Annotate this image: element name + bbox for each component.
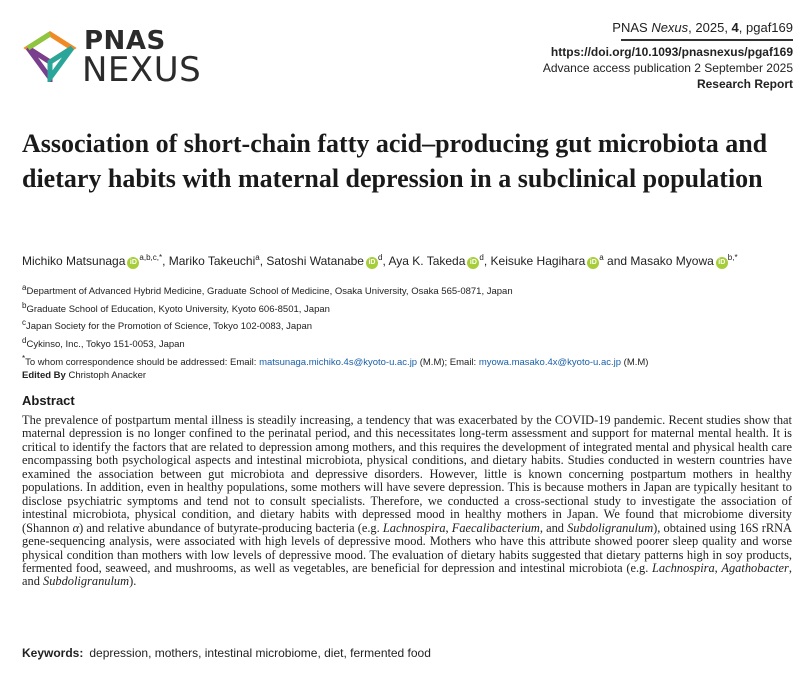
orcid-icon[interactable]: iD [127, 257, 139, 269]
affiliation-item [22, 281, 802, 299]
affiliation-marker: a [22, 283, 27, 292]
affiliation-text: Department of Advanced Hybrid Medicine, Graduate School of Medicine, Osaka University, Osaka 565-0871, Japan [26, 286, 513, 298]
abstract-heading: Abstract [22, 393, 75, 408]
email-link-myowa[interactable]: myowa.masako.4x@kyoto-u.ac.jp [478, 356, 622, 368]
author-separator: , [162, 254, 169, 268]
abstract-text: The prevalence of postpartum mental illness is steadily increasing, a tendency that was exacerbated by the COVID-19 pandemic. Recent studies show that maternal depression is no longer confined to the perinatal period, and this necessitates long-term assessment and support for maternal mental health. It is critical to identify the factors that are related to depression among mothers, and this requires the development of integrated mental and physical health care encompassing both psychological aspects and intestinal microbiota, physical conditions, and dietary habits. Studies conducted in western countries have examined the association between gut microbiota and depressive disorders. However, little is known concerning postpartum mothers in healthy populations. In addition, even in healthy populations, some mothers will have severe depression. This is because mothers in Japan are typically hesitant to disclose psychiatric symptoms and tend not to consult specialists. Therefore, we conducted a cross-sectional study to investigate the association of intestinal microbiota, physical condition, and dietary habits with depressed mood in healthy mothers in Japan. We found that microbiome diversity (Shannon α) and relative abundance of butyrate-producing bacteria (e.g. Lachnospira, Faecalibacterium, and Subdoligranulum), obtained using 16S rRNA gene-sequencing analysis, were associated with high levels of depressive mood. Mothers who have this attribute showed poorer sleep quality and worse physical condition than mothers with low levels of depressive mood. The evaluation of dietary habits suggested that dietary patterns high in soy products, fermented food, seaweed, and mushrooms, as well as vegetables, are beneficial for depression and intestinal microbiota (e.g. Lachnospira, Agathobacter, and Subdoligranulum). [22, 413, 793, 589]
orcid-icon[interactable]: iD [587, 257, 599, 269]
author-name: Aya K. Takeda [388, 254, 466, 268]
affiliation-item [22, 334, 802, 352]
affiliation-item [22, 299, 802, 317]
author-name: Michiko Matsunaga [22, 254, 126, 268]
affiliation-marker: b [22, 300, 27, 310]
orcid-icon[interactable]: iD [366, 257, 378, 269]
author-name: Keisuke Hagihara [490, 254, 586, 268]
journal-logo [22, 24, 202, 88]
journal-citation: PNAS Nexus, 2025, 4, pgaf169 [612, 20, 793, 35]
affiliation-text: Graduate School of Education, Kyoto University, Kyoto 606-8501, Japan [26, 303, 330, 315]
affiliation-text: Japan Society for the Promotion of Science, Tokyo 102-0083, Japan [26, 321, 313, 333]
meta-divider [621, 39, 793, 41]
author-affiliation-marker: d [377, 253, 383, 262]
author-affiliation-marker: d [479, 253, 484, 262]
affiliation-marker: c [22, 318, 26, 328]
author-list [22, 253, 802, 269]
author-name: Satoshi Watanabe [266, 254, 364, 268]
advance-access-date: Advance access publication 2 September 2025 [542, 61, 793, 75]
logo-text-nexus: NEXUS [82, 50, 202, 90]
doi-link[interactable]: https://doi.org/10.1093/pnasnexus/pgaf169 [550, 45, 793, 59]
orcid-icon[interactable]: iD [467, 257, 479, 269]
author-name: Mariko Takeuchi [168, 254, 256, 268]
article-meta [543, 20, 793, 92]
author-affiliation-marker: b,* [727, 253, 738, 262]
author-affiliation-marker: a,b,c,* [139, 253, 163, 262]
author-separator: and [603, 254, 631, 268]
author-separator: , [382, 254, 389, 268]
affiliations [22, 281, 802, 383]
pnas-nexus-logo-icon [22, 30, 78, 82]
email-link-matsunaga[interactable]: matsunaga.michiko.4s@kyoto-u.ac.jp [259, 356, 418, 368]
article-type: Research Report [696, 77, 793, 91]
author-name: Masako Myowa [630, 254, 714, 268]
affiliation-item [22, 316, 802, 334]
correspondence: *To whom correspondence should be addressed: Email: matsunaga.michiko.4s@kyoto-u.ac.jp (M.M); Email: myowa.masako.4x@kyoto-u.ac.jp (M.M) [22, 353, 649, 368]
affiliation-marker: d [22, 335, 27, 345]
keywords [22, 646, 431, 660]
keywords-list: depression, mothers, intestinal microbiome, diet, fermented food [89, 646, 431, 660]
author-separator: , [483, 254, 491, 268]
logo-text-pnas: PNAS [84, 26, 166, 56]
orcid-icon[interactable]: iD [716, 257, 728, 269]
author-affiliation-marker: a [255, 253, 260, 262]
author-affiliation-marker: a [599, 253, 604, 262]
keywords-label: Keywords: [22, 646, 84, 660]
edited-by: Edited By Christoph Anacker [22, 370, 147, 382]
author-separator: , [259, 254, 267, 268]
affiliation-text: Cykinso, Inc., Tokyo 151-0053, Japan [26, 339, 185, 351]
article-title: Association of short-chain fatty acid–producing gut microbiota and dietary habits with maternal depression in a subclinical population [22, 129, 768, 193]
